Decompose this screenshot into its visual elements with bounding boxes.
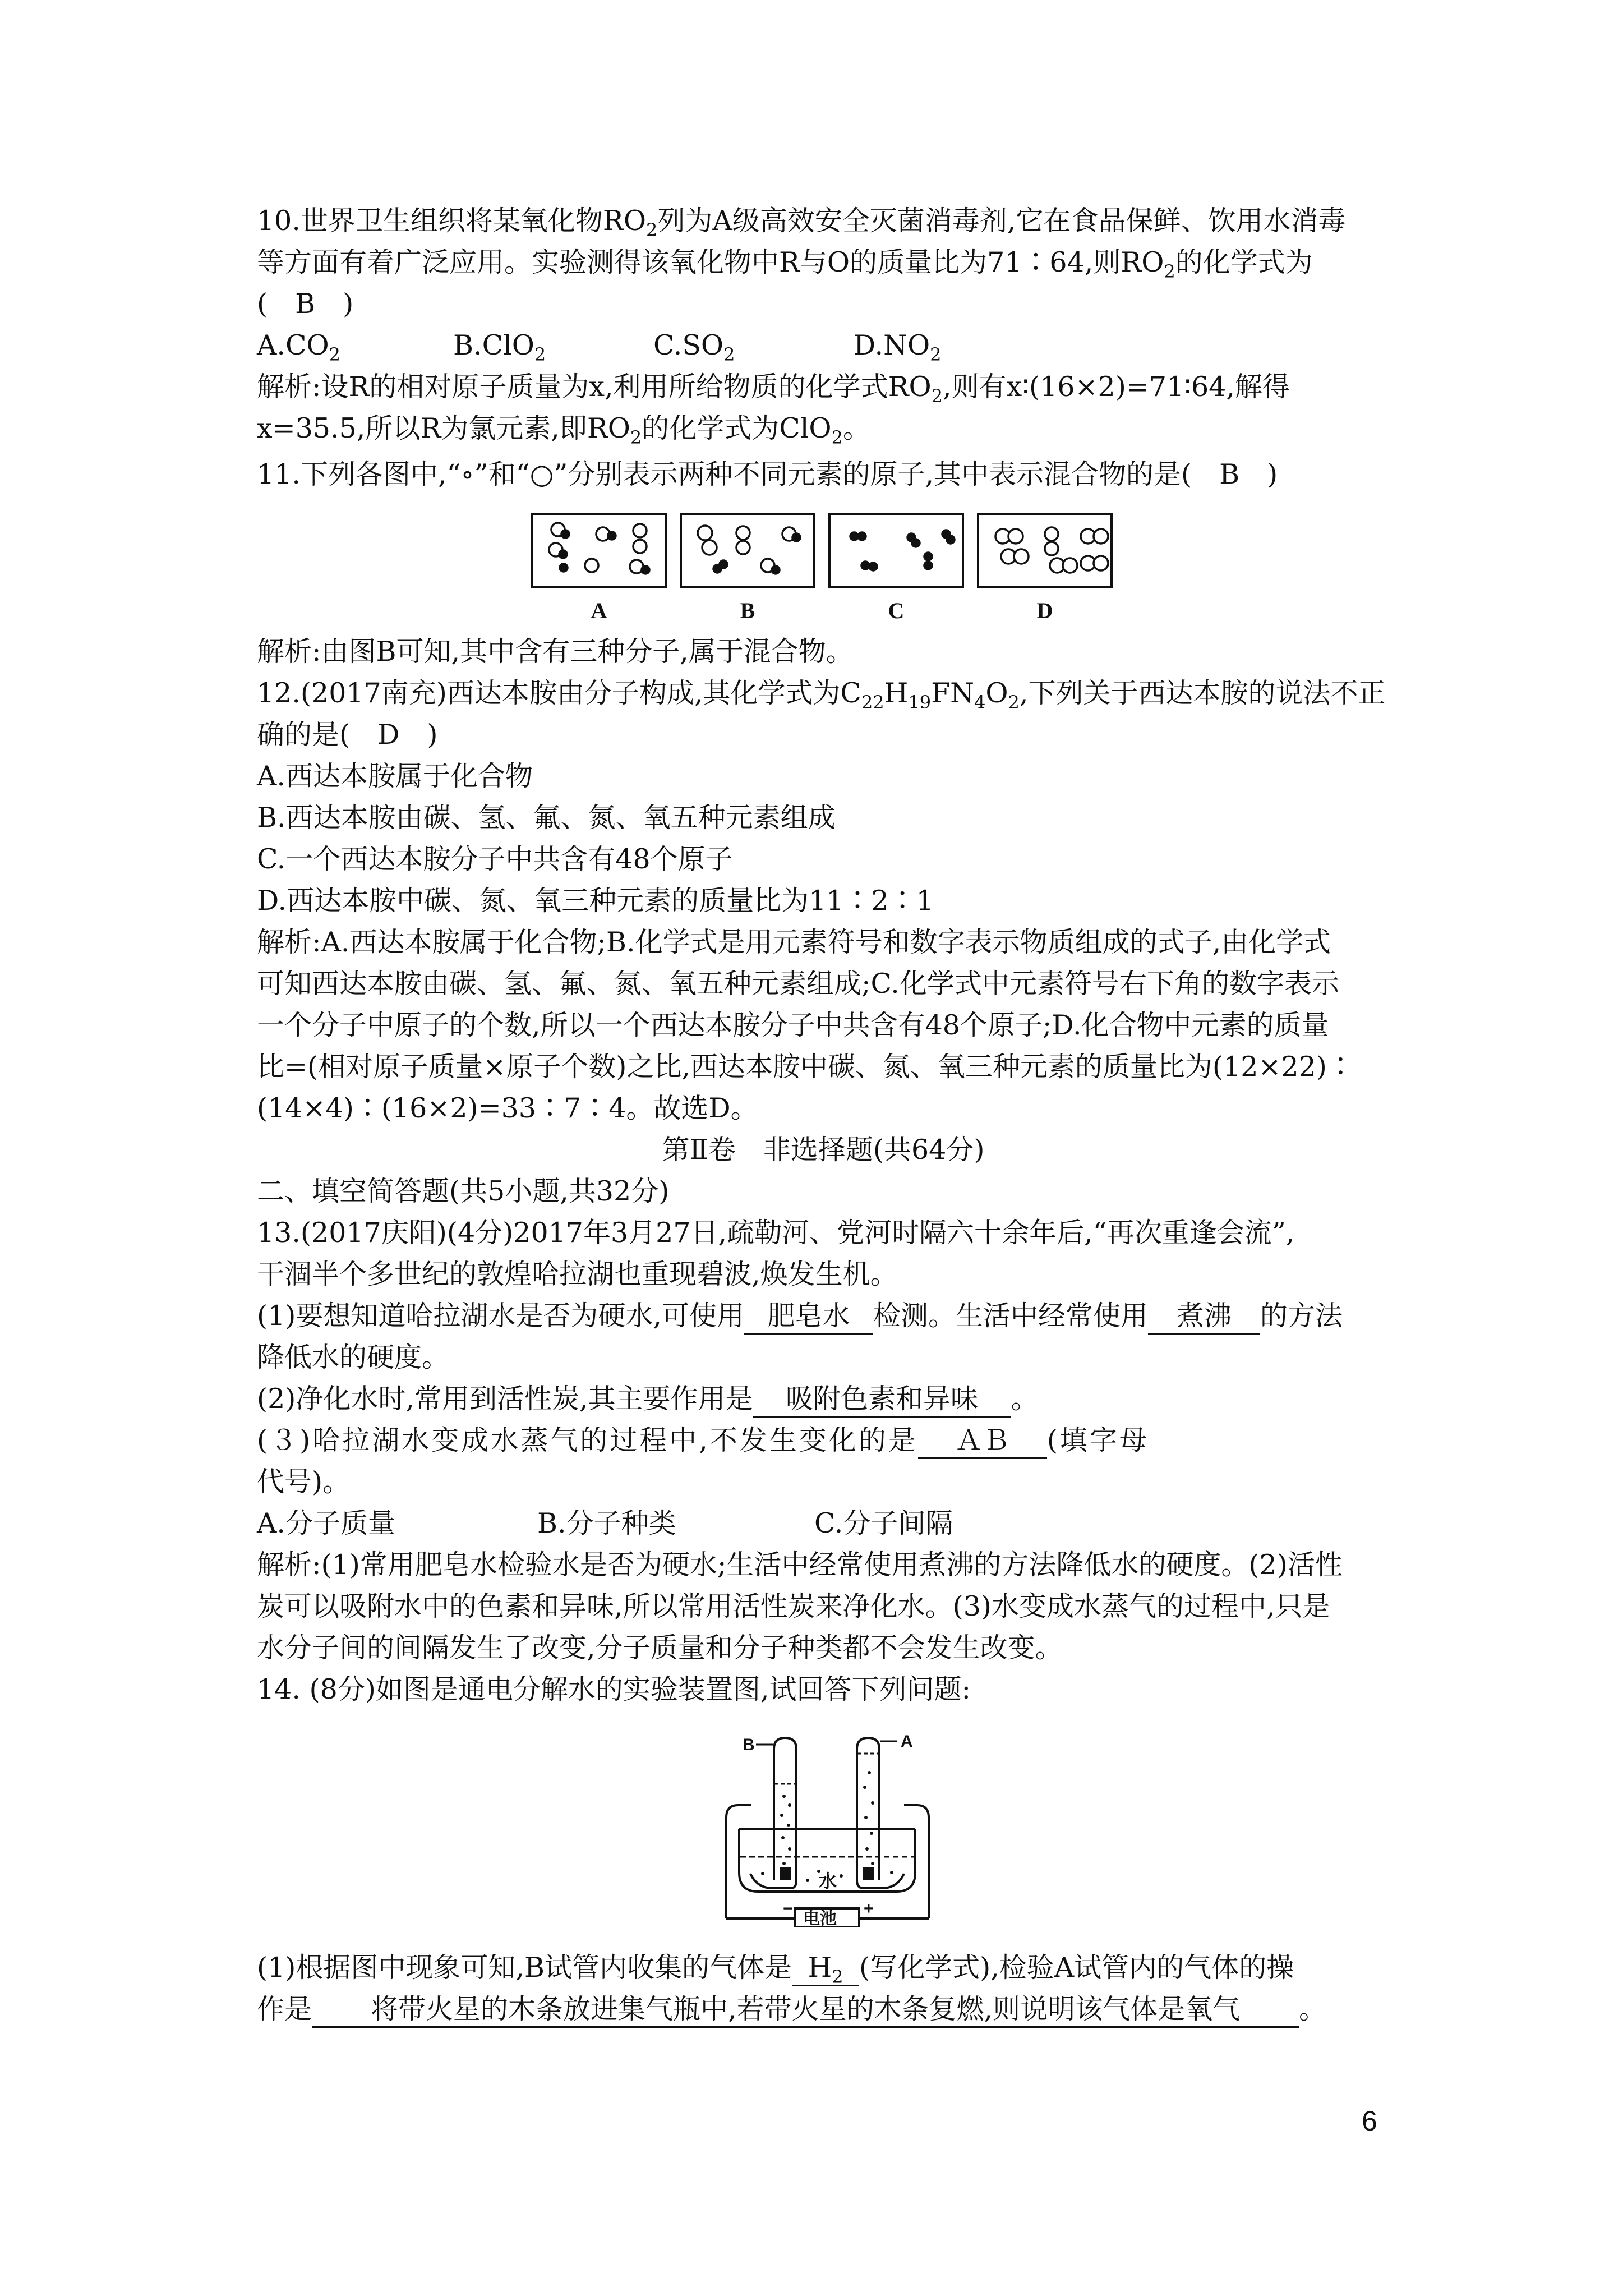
q11-label-c: C bbox=[888, 598, 905, 623]
q13-blank-boiling: 煮沸 bbox=[1148, 1299, 1260, 1335]
fig14-label-a: A bbox=[901, 1733, 913, 1751]
fig14-battery-label: 电池 bbox=[803, 1910, 837, 1927]
q10-option-b: B.ClO$_2$ bbox=[453, 329, 546, 365]
q10-analysis-line1: 解析:设R的相对原子质量为x,利用所给物质的化学式$RO_2$,则有x∶(16×2)=71∶64,解得 bbox=[257, 371, 1290, 407]
q11-label-b: B bbox=[740, 598, 755, 623]
q12-option-a: A.西达本胺属于化合物 bbox=[257, 760, 533, 792]
section-title: 第Ⅱ卷 非选择题(共64分) bbox=[662, 1134, 985, 1166]
q11-label-d: D bbox=[1036, 598, 1053, 623]
q12-analysis-line1: 解析:A.西达本胺属于化合物;B.化学式是用元素符号和数字表示物质组成的式子,由化学式 bbox=[257, 926, 1331, 958]
q12-analysis-line4: 比=(相对原子质量×原子个数)之比,西达本胺中碳、氮、氧三种元素的质量比为(12×22)∶ bbox=[257, 1051, 1354, 1083]
q13-stem-line2: 干涸半个多世纪的敦煌哈拉湖也重现碧波,焕发生机。 bbox=[257, 1258, 898, 1290]
q14-electrolysis-apparatus bbox=[701, 1733, 953, 1927]
q10-option-d: $D.NO_2$ bbox=[854, 329, 942, 365]
fig14-minus: − bbox=[783, 1899, 793, 1918]
fig14-plus: + bbox=[864, 1899, 874, 1918]
q10-option-c: $C.SO_2$ bbox=[653, 329, 735, 365]
q13-part2: (2)净化水时,常用到活性炭,其主要作用是 吸附色素和异味 。 bbox=[257, 1379, 1390, 1419]
q11-label-a: A bbox=[591, 598, 607, 623]
q13-analysis-line1: 解析:(1)常用肥皂水检验水是否为硬水;生活中经常使用煮沸的方法降低水的硬度。(2)活性 bbox=[257, 1549, 1343, 1581]
q13-option-c: C.分子间隔 bbox=[814, 1507, 953, 1539]
q12-stem-line2: 确的是( D ) bbox=[257, 719, 438, 751]
q12-analysis-line3: 一个分子中原子的个数,所以一个西达本胺分子中共含有48个原子;D.化合物中元素的质量 bbox=[257, 1009, 1329, 1041]
q12-option-b: B.西达本胺由碳、氢、氟、氮、氧五种元素组成 bbox=[257, 802, 836, 834]
q10-option-a: $A.CO_2$ bbox=[257, 329, 340, 365]
q13-blank-ab: ＡＢ bbox=[918, 1424, 1047, 1459]
fig14-water-label: 水 bbox=[819, 1871, 837, 1891]
q13-part3-line2: 代号)。 bbox=[257, 1466, 351, 1498]
q11-stem: 11.下列各图中,“∘”和“○”分别表示两种不同元素的原子,其中表示混合物的是( B ) bbox=[257, 458, 1278, 490]
q11-molecule-figure bbox=[530, 512, 1113, 624]
q12-stem-line1: 12.(2017南充)西达本胺由分子构成,其化学式为$C_{22}H_{19}FN_4O_2$,下列关于西达本胺的说法不正 bbox=[257, 677, 1386, 713]
q13-blank-soap-water: 肥皂水 bbox=[744, 1299, 873, 1335]
q13-option-b: B.分子种类 bbox=[537, 1507, 676, 1539]
q10-stem-line1: 10.世界卫生组织将某氧化物$RO_2$列为A级高效安全灭菌消毒剂,它在食品保鲜、饮用水消毒 bbox=[257, 205, 1346, 241]
q10-answer: ( B ) bbox=[257, 288, 354, 320]
q10-analysis-line2: x=35.5,所以R为氯元素,即$RO_2$的化学式为ClO$_2$。 bbox=[257, 412, 870, 448]
q13-stem-line1: 13.(2017庆阳)(4分)2017年3月27日,疏勒河、党河时隔六十余年后,“再次重逢会流”, bbox=[257, 1217, 1295, 1249]
q10-stem-line2: 等方面有着广泛应用。实验测得该氧化物中R与O的质量比为71∶64,则$RO_2$的化学式为 bbox=[257, 246, 1313, 282]
q10-options bbox=[257, 325, 1390, 366]
q14-part1-line2: 作是 将带火星的木条放进集气瓶中,若带火星的木条复燃,则说明该气体是氧气 。 bbox=[257, 1989, 1390, 2030]
q12-analysis-line2: 可知西达本胺由碳、氢、氟、氮、氧五种元素组成;C.化学式中元素符号右下角的数字表示 bbox=[257, 968, 1339, 1000]
q13-part3-line1: (３)哈拉湖水变成水蒸气的过程中,不发生变化的是 ＡＢ (填字母 bbox=[257, 1420, 1390, 1461]
q13-part1-line2: 降低水的硬度。 bbox=[257, 1341, 450, 1373]
q13-blank-adsorb: 吸附色素和异味 bbox=[753, 1382, 1011, 1418]
q12-option-d: D.西达本胺中碳、氮、氧三种元素的质量比为11∶2∶1 bbox=[257, 885, 934, 917]
q13-analysis-line2: 炭可以吸附水中的色素和异味,所以常用活性炭来净化水。(3)水变成水蒸气的过程中,只是 bbox=[257, 1590, 1330, 1622]
q14-stem: 14. (8分)如图是通电分解水的实验装置图,试回答下列问题: bbox=[257, 1673, 971, 1705]
section-part-heading: 二、填空简答题(共5小题,共32分) bbox=[257, 1175, 670, 1207]
q13-options bbox=[257, 1503, 1390, 1544]
q14-part1-line1: (1)根据图中现象可知,B试管内收集的气体是 $H_2$ (写化学式),检验A试管内的气体的操 bbox=[257, 1952, 1294, 1987]
q13-part1-line1: (1)要想知道哈拉湖水是否为硬水,可使用 肥皂水 检测。生活中经常使用 煮沸 的方法 bbox=[257, 1296, 1390, 1336]
q14-blank-gas-b: $H_2$ bbox=[792, 1951, 859, 1986]
fig14-label-b: B bbox=[743, 1736, 755, 1754]
q12-option-c: C.一个西达本胺分子中共含有48个原子 bbox=[257, 843, 733, 875]
q13-option-a: A.分子质量 bbox=[257, 1507, 395, 1539]
q12-analysis-line5: (14×4)∶(16×2)=33∶7∶4。故选D。 bbox=[257, 1092, 758, 1124]
page-number: 6 bbox=[1362, 2105, 1377, 2137]
q11-box-c bbox=[829, 514, 963, 587]
q13-analysis-line3: 水分子间的间隔发生了改变,分子质量和分子种类都不会发生改变。 bbox=[257, 1632, 1063, 1664]
q11-analysis: 解析:由图B可知,其中含有三种分子,属于混合物。 bbox=[257, 636, 854, 668]
q14-blank-test-method: 将带火星的木条放进集气瓶中,若带火星的木条复燃,则说明该气体是氧气 bbox=[312, 1993, 1299, 2028]
